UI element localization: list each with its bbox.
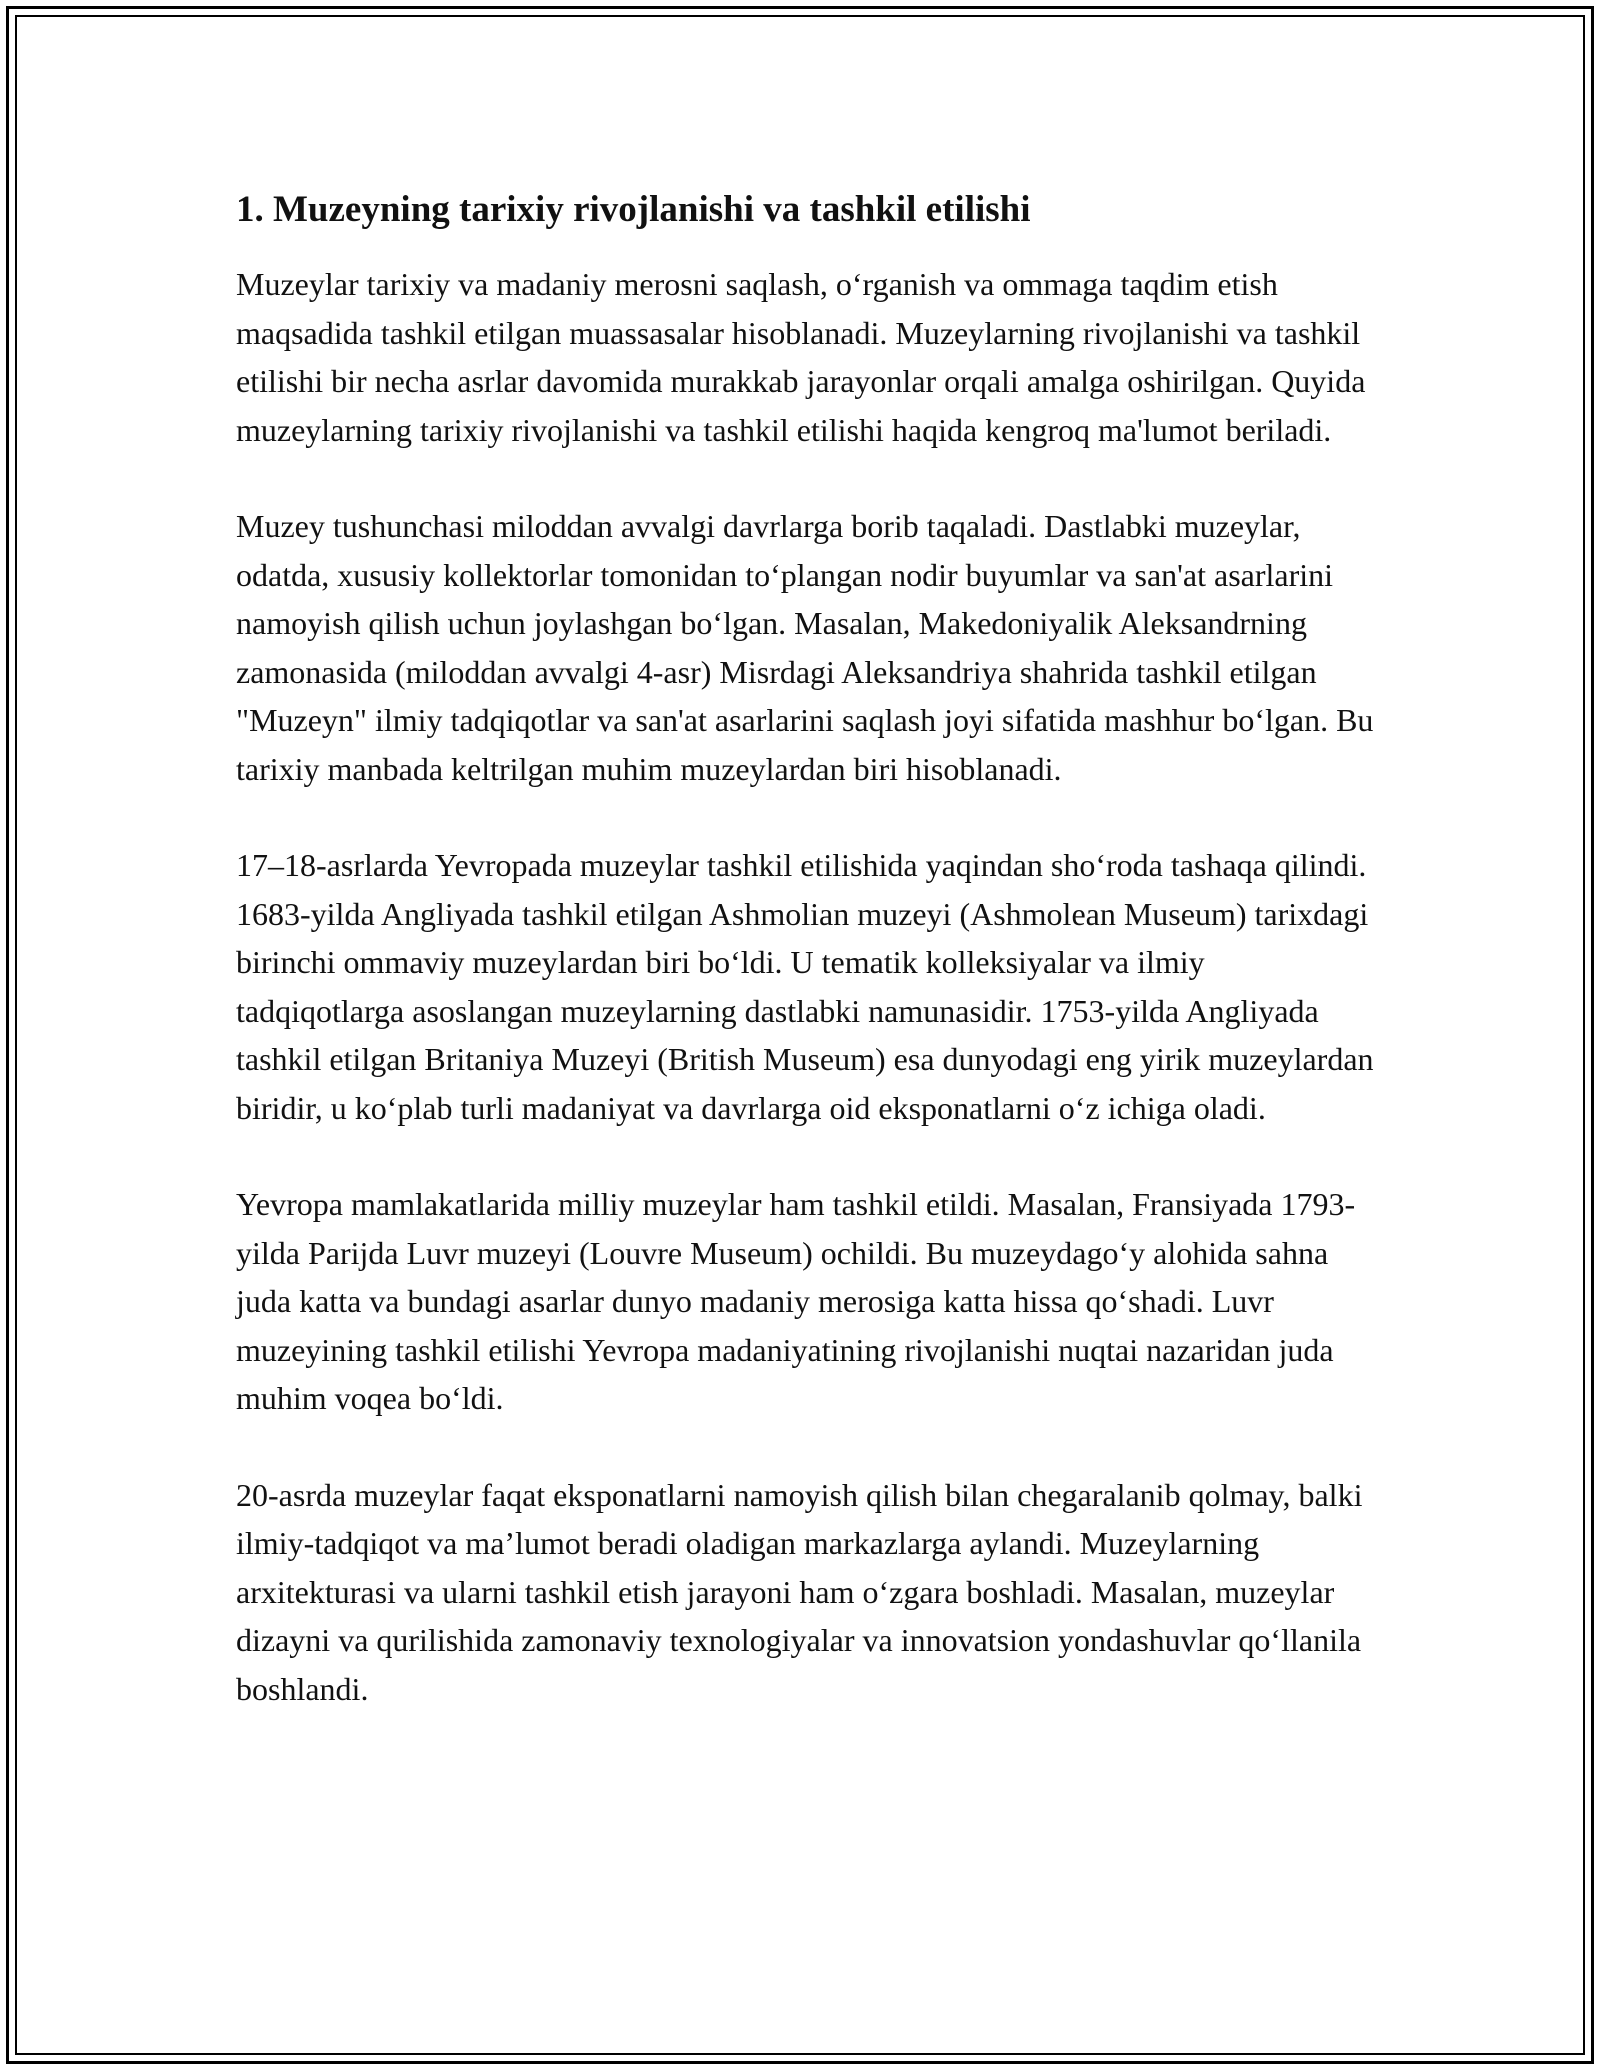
paragraph-national-museums: Yevropa mamlakatlarida milliy muzeylar ham tashkil etildi. Masalan, Fransiyada 1793-yilda Parijda Luvr muzeyi (Louvre Museum) ochildi. Bu muzeydago‘y alohida sahna juda katta va bundagi asarlar dunyo madaniy merosiga katta hissa qo‘shadi. Luvr muzeyining tashkil etilishi Yevropa madaniyatining rivojlanishi nuqtai nazaridan juda muhim voqea bo‘ldi. [236,1186,1356,1416]
paragraph-intro: Muzeylar tarixiy va madaniy merosni saqlash, o‘rganish va ommaga taqdim etish maqsadida tashkil etilgan muassasalar hisoblanadi. Muzeylarning rivojlanishi va tashkil etilishi bir necha asrlar davomida murakkab jarayonlar orqali amalga oshirilgan. Quyida muzeylarning tarixiy rivojlanishi va tashkil etilishi haqida kengroq ma'lumot beriladi. [236,266,1366,448]
paragraph-20th-century: 20-asrda muzeylar faqat eksponatlarni namoyish qilish bilan chegaralanib qolmay, balki ilmiy-tadqiqot va ma’lumot beradi oladigan markazlarga aylandi. Muzeylarning arxitekturasi va ularni tashkil etish jarayoni ham o‘zgara boshladi. Masalan, muzeylar dizayni va qurilishida zamonaviy texnologiyalar va innovatsion yondashuvlar qo‘llanila boshlandi. [236,1476,1363,1707]
paragraph-17-18-centuries: 17–18-asrlarda Yevropada muzeylar tashkil etilishida yaqindan sho‘roda tashaqa qilindi. 1683-yilda Angliyada tashkil etilgan Ashmolian muzeyi (Ashmolean Museum) tarixdagi birinchi ommaviy muzeylardan biri bo‘ldi. U tematik kolleksiyalar va ilmiy tadqiqotlarga asoslangan muzeylarning dastlabki namunasidir. 1753-yilda Angliyada tashkil etilgan Britaniya Muzeyi (British Museum) esa dunyodagi eng yirik muzeylardan biridir, u ko‘plab turli madaniyat va davrlarga oid eksponatlarni o‘z ichiga oladi. [236,847,1374,1126]
paragraph-ancient-museums: Muzey tushunchasi miloddan avvalgi davrlarga borib taqaladi. Dastlabki muzeylar, odatda, xususiy kollektorlar tomonidan to‘plangan nodir buyumlar va san'at asarlarini namoyish qilish uchun joylashgan bo‘lgan. Masalan, Makedoniyalik Aleksandrning zamonasida (miloddan avvalgi 4-asr) Misrdagi Aleksandriya shahrida tashkil etilgan "Muzeyn" ilmiy tadqiqotlar va san'at asarlarini saqlash joyi sifatida mashhur bo‘lgan. Bu tarixiy manbada keltrilgan muhim muzeylardan biri hisoblanadi. [236,508,1374,787]
document-body [236,186,1376,1761]
section-heading: 1. Muzeyning tarixiy rivojlanishi va tashkil etilishi [236,189,1031,230]
